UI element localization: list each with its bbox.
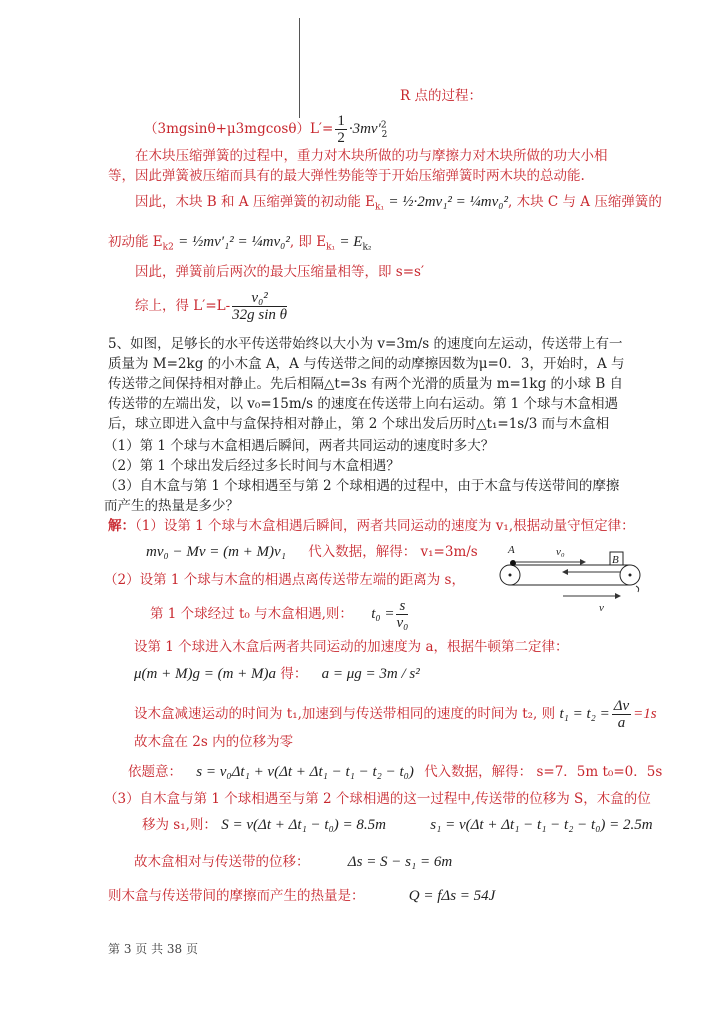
heat-result: [108, 886, 495, 906]
eq-sub: 2: [381, 129, 388, 140]
dv-fraction: [612, 698, 631, 731]
t0-equation: [150, 598, 410, 631]
half-fraction: [335, 113, 347, 146]
para2-sub: k₁: [374, 202, 385, 213]
label-v0: v₀: [556, 546, 565, 558]
ball-a: [510, 560, 516, 566]
s2-s-res: 代入数据，解得： s=7．5m t₀=0．5s: [424, 764, 663, 780]
energy-eq-prefix: （3mgsinθ+μ3mgcosθ）L′=: [144, 121, 334, 137]
para3-suffix: , 即 E: [289, 234, 327, 250]
s3-heat-eq: Q = fΔs = 54J: [408, 888, 496, 904]
explanation-para-2: [135, 192, 662, 218]
para2-suffix: , 木块 C 与 A 压缩弹簧的: [508, 194, 662, 210]
rotation-arrow-icon: [636, 586, 639, 592]
time-equation: [134, 698, 657, 731]
para2-prefix: 因此，木块 B 和 A 压缩弹簧的初动能 E: [135, 194, 375, 210]
para3-sub: k2: [162, 242, 174, 253]
para3-eq2: = E: [339, 234, 363, 250]
relative-displacement: [134, 852, 452, 872]
right-pulley-axle: [629, 574, 632, 577]
para3-prefix: 初动能 E: [108, 234, 163, 250]
zero-displacement: 故木盒在 2s 内的位移为零: [134, 734, 294, 750]
problem-statement: 5、如图，足够长的水平传送带始终以大小为 v=3m/s 的速度向左运动，传送带上有一质量为 M=2kg 的小木盒 A，A 与传送带之间的动摩擦因数为μ=0．3，开始时，A 与传送带之间保持相对静止。先后相隔△t=3s 有两个光滑的质量为 m=1kg 的小球 B 自传送带的左端出发，以 v₀=15m/s 的速度在传送带上向右运动。第 1 个球与木盒相遇后，球立即进入盒中与盒保持相对静止，第 2 个球出发后历时△t₁=1s/3 而与木盒相: [108, 336, 625, 432]
para3-sub2: k₂: [362, 242, 372, 253]
explanation-para-3: [108, 232, 372, 258]
eq-sup: 2: [380, 120, 387, 131]
para2-eq: = ½·2mv₁² = ¼mv₀²: [388, 194, 508, 210]
solution-part-2: （2）设第 1 个球与木盒的相遇点离传送带左端的距离为 s，: [104, 572, 465, 588]
s3-rel-text: 故木盒相对与传送带的位移：: [134, 854, 310, 870]
stray-vertical-line: [299, 18, 300, 118]
question-1: （1）第 1 个球与木盒相遇后瞬间，两者共同运动的速度时多大？: [104, 438, 495, 454]
left-pulley-axle: [509, 574, 512, 577]
s3-text2: 移为 s₁,则：: [142, 817, 217, 833]
label-a: A: [508, 544, 515, 556]
explanation-para-5: [135, 290, 289, 323]
t0-fraction: [396, 598, 408, 631]
solution-part-1: [108, 516, 635, 536]
para5-prefix: 综上，得 L′=L-: [135, 298, 231, 314]
explanation-para-1: 在木块压缩弹簧的过程中，重力对木块所做的功与摩擦力对木块所做的功大小相等，因此弹簧被压缩而具有的最大弹性势能等于开始压缩弹簧时两木块的总动能.: [108, 148, 608, 184]
s1-text: （1）设第 1 个球与木盒相遇后瞬间，两者共同运动的速度为 v₁,根据动量守恒定律：: [135, 518, 635, 534]
s2-acc-eq: μ(m + M)g = (m + M)a: [134, 666, 277, 682]
s-equation: [128, 762, 662, 782]
frac-num: 1: [337, 113, 345, 129]
conveyor-diagram: [490, 540, 650, 620]
energy-eq-suffix: ·3mv′: [348, 121, 381, 137]
s1-eq: mv₀ − Mv = (m + M)v₁: [146, 544, 286, 560]
s2-t0-lhs: t₀ =: [371, 606, 395, 622]
question-3: （3）自木盒与第 1 个球相遇至与第 2 个球相遇的过程中，由于木盒与传送带间的摩擦而产生的热量是多少？: [104, 478, 620, 514]
dv-den: a: [617, 715, 626, 731]
explanation-para-4: 因此，弹簧前后两次的最大压缩量相等，即 s=s′: [135, 264, 425, 280]
solution-part-3: （3）自木盒与第 1 个球相遇至与第 2 个球相遇的这一过程中,传送带的位移为 S，木盒的位: [104, 791, 651, 807]
question-2: （2）第 1 个球出发后经过多长时间与木盒相遇？: [104, 458, 400, 474]
s2-acc-de: 得：: [280, 666, 308, 682]
v-arrowhead: [615, 593, 621, 599]
v0-arrowhead: [580, 559, 586, 565]
s2-time-eq: t₁ = t₂ =: [559, 706, 610, 722]
s2-yiti: 依题意：: [128, 764, 182, 780]
displacement-equations: [142, 815, 653, 835]
t0-num: s: [396, 598, 408, 615]
solution-label: 解：: [108, 518, 135, 534]
para3-eq: = ½mv′₁² = ¼mv₀²: [178, 234, 290, 250]
energy-equation: [144, 113, 387, 146]
s3-eq2: s₁ = v(Δt + Δt₁ − t₁ − t₂ − t₀) = 2.5m: [430, 817, 653, 833]
s2-time-res: =1s: [633, 706, 657, 722]
para5-den: 32g sin θ: [232, 307, 288, 323]
acceleration-equation: [134, 664, 420, 684]
s2-t0-text: 第 1 个球经过 t₀ 与木盒相遇,则：: [150, 606, 353, 622]
para3-sub-repeat: k₁: [326, 242, 336, 253]
belt-left-arrowhead: [562, 569, 568, 575]
s3-eq1: S = v(Δt + Δt₁ − t₀) = 8.5m: [221, 817, 386, 833]
page-footer: 第 3 页 共 38 页: [108, 942, 198, 956]
label-v: v: [599, 602, 604, 614]
t0-den: v₀: [396, 615, 409, 631]
r-point-process: R 点的过程：: [400, 88, 482, 104]
dv-num: Δv: [613, 698, 630, 714]
s2-time-text: 设木盒减速运动的时间为 t₁,加速到与传送带相同的速度的时间为 t₂, 则: [134, 706, 556, 722]
s3-rel-eq: Δs = S − s₁ = 6m: [347, 854, 453, 870]
frac-den: 2: [337, 130, 345, 146]
acceleration-text: 设第 1 个球进入木盒后两者共同运动的加速度为 a，根据牛顿第二定律：: [134, 639, 569, 655]
s2-s-eq: s = v₀Δt₁ + v(Δt + Δt₁ − t₁ − t₂ − t₀): [196, 764, 414, 780]
s1-result: 代入数据，解得： v₁=3m/s: [308, 544, 478, 560]
momentum-equation: [146, 542, 478, 562]
s3-heat-text: 则木盒与传送带间的摩擦而产生的热量是：: [108, 888, 365, 904]
label-b: B: [612, 554, 619, 566]
para5-num: v₀²: [232, 290, 287, 307]
conclusion-fraction: [232, 290, 287, 323]
s2-acc-res: a = μg = 3m / s²: [321, 666, 420, 682]
